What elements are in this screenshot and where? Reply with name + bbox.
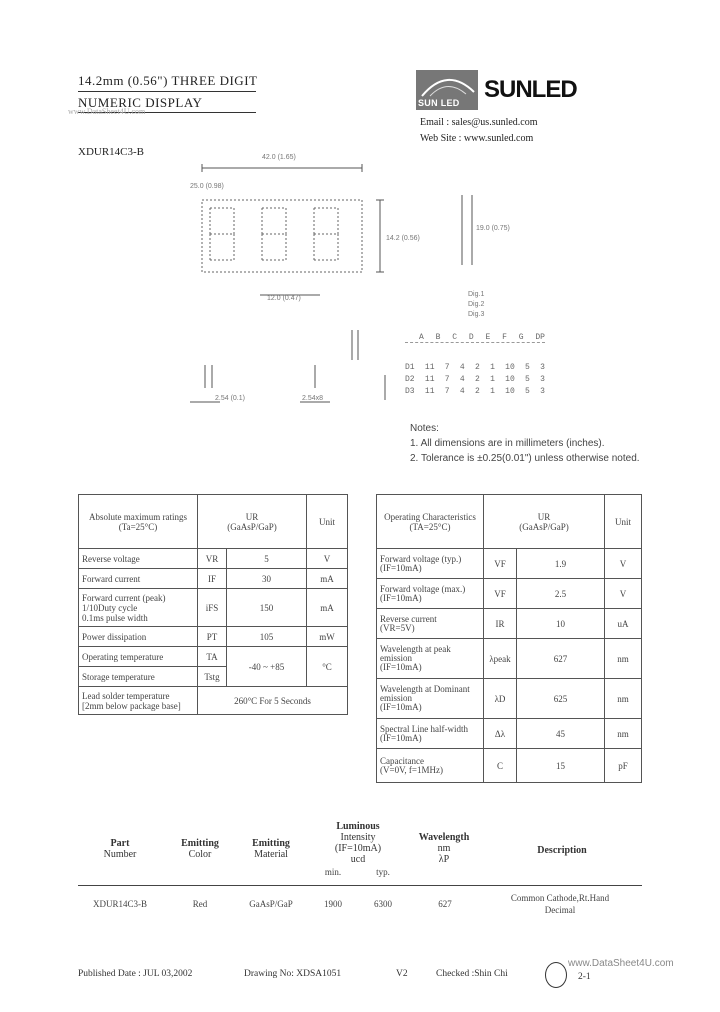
row-part-number: XDUR14C3-B [92, 899, 147, 909]
dim-label-digit-pitch: 25.0 (0.98) [190, 183, 224, 190]
row-description-1: Common Cathode,Rt.Hand [510, 893, 610, 903]
unit: nm [605, 639, 642, 679]
table-row [79, 549, 348, 569]
notes-heading: Notes: [410, 423, 439, 434]
pin-head: F [502, 333, 507, 342]
table-row [79, 627, 348, 647]
unit: V [605, 549, 642, 579]
value: 2.5 [517, 579, 605, 609]
table-row [377, 609, 642, 639]
footer-drawing-no: Drawing No: XDSA1051 [244, 969, 342, 979]
value: 1.9 [517, 549, 605, 579]
symbol: VR [198, 549, 227, 569]
pin-cell: 2 [474, 375, 480, 384]
pin-row [405, 387, 545, 396]
param: Forward current [79, 569, 198, 589]
footer-checked: Checked :Shin Chi [436, 969, 508, 979]
param: Forward voltage (typ.) (IF=10mA) [377, 549, 484, 579]
pin-cell: 10 [505, 363, 515, 372]
table-row [79, 589, 348, 627]
value: 30 [227, 569, 307, 589]
pin-cell: 5 [525, 363, 530, 372]
symbol: IR [484, 609, 517, 639]
value: 45 [517, 719, 605, 749]
parts-header-part: Part Number [103, 838, 137, 860]
note-item: 2. Tolerance is ±0.25(0.01") unless otherwise noted. [410, 453, 640, 464]
pin-cell: D3 [405, 387, 415, 396]
param: Forward voltage (max.) (IF=10mA) [377, 579, 484, 609]
table-row [79, 647, 348, 667]
email[interactable]: Email : sales@us.sunled.com [420, 117, 538, 128]
pin-cell: 3 [540, 375, 545, 384]
pin-cell: 2 [474, 363, 480, 372]
parts-header-color: Emitting Color [181, 838, 219, 860]
param: Spectral Line half-width (IF=10mA) [377, 719, 484, 749]
pin-cell: 11 [424, 387, 435, 396]
dig1-label: Dig.1 [468, 291, 485, 298]
note-item: 1. All dimensions are in millimeters (inches). [410, 438, 605, 449]
pin-cell: D2 [405, 375, 415, 384]
parts-divider [78, 885, 642, 886]
brand-name: SUNLED [484, 76, 577, 103]
pin-head: B [435, 333, 441, 342]
parts-header-min: min. [324, 867, 342, 877]
pin-cell: 1 [490, 387, 495, 396]
pin-head: E [485, 333, 491, 342]
value: 260°C For 5 Seconds [198, 687, 348, 715]
dim-label-side: 19.0 (0.75) [476, 225, 510, 232]
footer-published: Published Date : JUL 03,2002 [78, 969, 193, 979]
symbol: TA [198, 647, 227, 667]
symbol: C [484, 749, 517, 783]
title-rule-1 [78, 91, 256, 92]
unit: mW [307, 627, 348, 647]
logo-text: SUN LED [418, 98, 460, 108]
pin-cell: 11 [424, 375, 435, 384]
unit: uA [605, 609, 642, 639]
abs-max-header-unit: Unit [307, 495, 348, 549]
symbol: iFS [198, 589, 227, 627]
pin-cell: 11 [424, 363, 435, 372]
abs-max-header-value: UR (GaAsP/GaP) [198, 495, 307, 549]
param: Power dissipation [79, 627, 198, 647]
row-material: GaAsP/GaP [249, 899, 293, 909]
value: -40 ~ +85 [227, 647, 307, 687]
pin-cell: 3 [540, 363, 545, 372]
op-char-header-value: UR (GaAsP/GaP) [484, 495, 605, 549]
pin-head: D [468, 333, 474, 342]
dig3-label: Dig.3 [468, 311, 485, 318]
abs-max-table [78, 494, 348, 715]
parts-header-wavelength: Wavelength nm λP [418, 832, 470, 865]
pin-head: DP [535, 333, 545, 342]
pin-head: G [518, 333, 524, 342]
watermark-top: www.DataSheet4U.com [68, 107, 146, 116]
pin-cell: 7 [444, 363, 450, 372]
param: Capacitance (V=0V, f=1MHz) [377, 749, 484, 783]
table-row [377, 749, 642, 783]
pin-head: A [419, 333, 424, 342]
table-row [377, 639, 642, 679]
row-description-2: Decimal [544, 905, 576, 915]
value: 150 [227, 589, 307, 627]
table-row [79, 687, 348, 715]
value: 5 [227, 549, 307, 569]
pin-cell: 5 [525, 375, 530, 384]
symbol: λD [484, 679, 517, 719]
footer-version: V2 [396, 969, 408, 979]
pin-cell: 10 [505, 387, 515, 396]
symbol: VF [484, 549, 517, 579]
param: Wavelength at peak emission (IF=10mA) [377, 639, 484, 679]
value: 105 [227, 627, 307, 647]
param: Reverse voltage [79, 549, 198, 569]
title-line-2: NUMERIC DISPLAY [78, 95, 203, 110]
pin-row [405, 375, 545, 384]
unit: °C [307, 647, 348, 687]
value: 10 [517, 609, 605, 639]
pin-cell: 3 [540, 387, 545, 396]
pin-cell: 4 [459, 363, 465, 372]
dim-label-pin-span: 2.54x8 [302, 395, 324, 402]
title-line-1: 14.2mm (0.56") THREE DIGIT [78, 73, 258, 88]
pin-cell: 4 [459, 375, 465, 384]
parts-header-description: Description [537, 845, 587, 856]
symbol: λpeak [484, 639, 517, 679]
row-color: Red [192, 899, 208, 909]
row-min: 1900 [324, 899, 342, 909]
symbol: Δλ [484, 719, 517, 749]
pin-cell: 7 [444, 387, 450, 396]
pin-cell: D1 [405, 363, 415, 372]
dim-label-pitch: 2.54 (0.1) [215, 395, 245, 402]
op-char-table [376, 494, 642, 783]
table-row [377, 679, 642, 719]
parts-header-typ: typ. [376, 867, 390, 877]
unit: V [307, 549, 348, 569]
footer-page: 2-1 [578, 972, 591, 982]
param: Reverse current (VR=5V) [377, 609, 484, 639]
unit: V [605, 579, 642, 609]
dim-label-width: 42.0 (1.65) [262, 154, 296, 161]
pin-cell: 7 [444, 375, 450, 384]
dim-label-digit-height: 14.2 (0.56) [386, 235, 420, 242]
unit: mA [307, 569, 348, 589]
value: 627 [517, 639, 605, 679]
value: 625 [517, 679, 605, 719]
unit: nm [605, 679, 642, 719]
param: Storage temperature [79, 667, 198, 687]
param: Operating temperature [79, 647, 198, 667]
unit: mA [307, 589, 348, 627]
table-row [79, 569, 348, 589]
table-row [377, 719, 642, 749]
row-typ: 6300 [374, 899, 392, 909]
unit: pF [605, 749, 642, 783]
dim-label-height: 12.0 (0.47) [267, 295, 301, 302]
row-wavelength: 627 [438, 899, 452, 909]
pin-cell: 5 [525, 387, 530, 396]
part-number-label: XDUR14C3-B [78, 146, 145, 158]
param: Lead solder temperature [2mm below package base] [79, 687, 198, 715]
param: Forward current (peak) 1/10Duty cycle 0.1ms pulse width [79, 589, 198, 627]
pin-cell: 1 [490, 363, 495, 372]
pin-cell: 10 [505, 375, 515, 384]
symbol: IF [198, 569, 227, 589]
unit: nm [605, 719, 642, 749]
abs-max-header-param: Absolute maximum ratings (Ta=25°C) [79, 495, 198, 549]
op-char-header-param: Operating Characteristics (TA=25°C) [377, 495, 484, 549]
pin-row [405, 363, 545, 372]
pin-table [405, 333, 545, 396]
table-row [377, 579, 642, 609]
symbol: PT [198, 627, 227, 647]
footer-circle-icon [545, 962, 567, 988]
symbol: VF [484, 579, 517, 609]
sunled-logo [416, 70, 478, 110]
op-char-header-unit: Unit [605, 495, 642, 549]
pin-cell: 4 [459, 387, 465, 396]
pin-cell: 1 [490, 375, 495, 384]
parts-header-material: Emitting Material [252, 838, 290, 860]
value: 15 [517, 749, 605, 783]
parts-header-luminous: Luminous Intensity (IF=10mA) ucd [334, 821, 382, 865]
param: Wavelength at Dominant emission (IF=10mA) [377, 679, 484, 719]
pin-head: C [452, 333, 458, 342]
pin-cell: 2 [474, 387, 480, 396]
footer-watermark: www.DataSheet4U.com [568, 958, 674, 969]
symbol: Tstg [198, 667, 227, 687]
pin-table-header [405, 333, 545, 343]
dig2-label: Dig.2 [468, 301, 485, 308]
notes [410, 423, 640, 464]
website[interactable]: Web Site : www.sunled.com [420, 133, 534, 144]
table-row [377, 549, 642, 579]
